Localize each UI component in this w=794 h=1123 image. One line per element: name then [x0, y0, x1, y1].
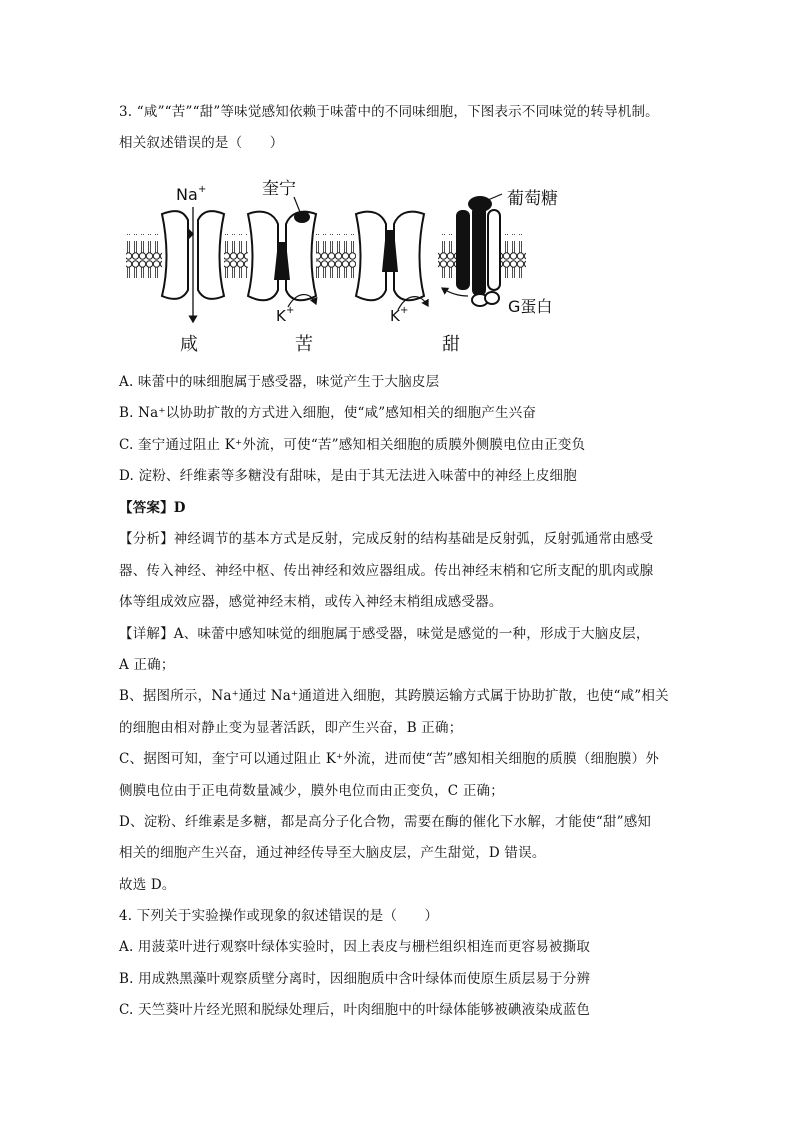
q3-detail-line5: C、据图可知，奎宁可以通过阻止 K⁺外流，进而使“苦”感知相关细胞的质膜（细胞膜）外 [119, 751, 660, 767]
q3-detail-line7: D、淀粉、纤维素是多糖，都是高分子化合物，需要在酶的催化下水解，才能使“甜”感知 [119, 814, 652, 830]
quinine-molecule [294, 211, 310, 223]
q4-option-c: C. 天竺葵叶片经光照和脱绿处理后，叶肉细胞中的叶绿体能够被碘液染成蓝色 [119, 1002, 591, 1018]
glucose-label: 葡萄糖 [507, 189, 558, 209]
q4-option-a: A. 用菠菜叶进行观察叶绿体实验时，因上表皮与栅栏组织相连而更容易被撕取 [119, 939, 591, 955]
sodium-channel-protein [162, 207, 224, 322]
sodium-label: Na [176, 185, 198, 204]
g-protein-label: G蛋白 [508, 297, 553, 316]
bitter-label: 苦 [295, 334, 313, 355]
bitter-channel-protein [248, 197, 316, 307]
q3-option-b: B. Na⁺以协助扩散的方式进入细胞，使“咸”感知相关的细胞产生兴奋 [119, 405, 537, 421]
sweet-channel-protein [356, 212, 428, 310]
potassium-superscript-bitter: + [286, 305, 295, 316]
q3-option-a: A. 味蕾中的味细胞属于感受器，味觉产生于大脑皮层 [119, 374, 440, 390]
sodium-superscript: + [198, 184, 207, 195]
sweet-label: 甜 [442, 334, 460, 355]
q3-stem-line2: 相关叙述错误的是（ ） [119, 135, 284, 151]
q3-stem-line1: 3. “咸”“苦”“甜”等味觉感知依赖于味蕾中的不同味细胞，下图表示不同味觉的转导机制。 [119, 104, 659, 120]
q3-option-d: D. 淀粉、纤维素等多糖没有甜味，是由于其无法进入味蕾中的神经上皮细胞 [119, 468, 577, 484]
q3-detail-line4: 的细胞由相对静止变为显著活跃，即产生兴奋，B 正确； [119, 720, 463, 736]
quinine-label: 奎宁 [262, 179, 296, 199]
q3-answer: 【答案】D [119, 500, 186, 516]
q3-option-c: C. 奎宁通过阻止 K⁺外流，可使“苦”感知相关细胞的质膜外侧膜电位由正变负 [119, 437, 586, 453]
q4-stem: 4. 下列关于实验操作或现象的叙述错误的是（ ） [119, 908, 439, 924]
q3-detail-line1: 【详解】A、味蕾中感知味觉的细胞属于感受器，味觉是感觉的一种，形成于大脑皮层， [119, 626, 650, 642]
q3-conclusion: 故选 D。 [119, 877, 176, 893]
glucose-molecule [468, 196, 492, 212]
potassium-label-bitter: K [276, 307, 286, 325]
q3-analysis-line1: 【分析】神经调节的基本方式是反射，完成反射的结构基础是反射弧，反射弧通常由感受 [119, 531, 654, 547]
potassium-label-sweet: K [390, 307, 400, 325]
q3-detail-line3: B、据图所示，Na⁺通过 Na⁺通道进入细胞，其跨膜运输方式属于协助扩散，也使“咸”相关 [119, 688, 669, 704]
q3-detail-line2: A 正确； [119, 657, 175, 673]
q3-analysis-line3: 体等组成效应器，感觉神经末梢，或传入神经末梢组成感受器。 [119, 594, 503, 610]
salty-label: 咸 [180, 334, 198, 355]
q3-analysis-line2: 器、传入神经、神经中枢、传出神经和效应器组成。传出神经末梢和它所支配的肌肉或腺 [119, 563, 654, 579]
potassium-superscript-sweet: + [400, 305, 409, 316]
q3-detail-line6: 侧膜电位由于正电荷数量减少，膜外电位而由正变负，C 正确； [119, 783, 504, 799]
q4-option-b: B. 用成熟黑藻叶观察质壁分离时，因细胞质中含叶绿体而使原生质层易于分辨 [119, 971, 591, 987]
taste-transduction-figure [118, 172, 588, 358]
q3-detail-line8: 相关的细胞产生兴奋，通过神经传导至大脑皮层，产生甜觉，D 错误。 [119, 845, 546, 861]
